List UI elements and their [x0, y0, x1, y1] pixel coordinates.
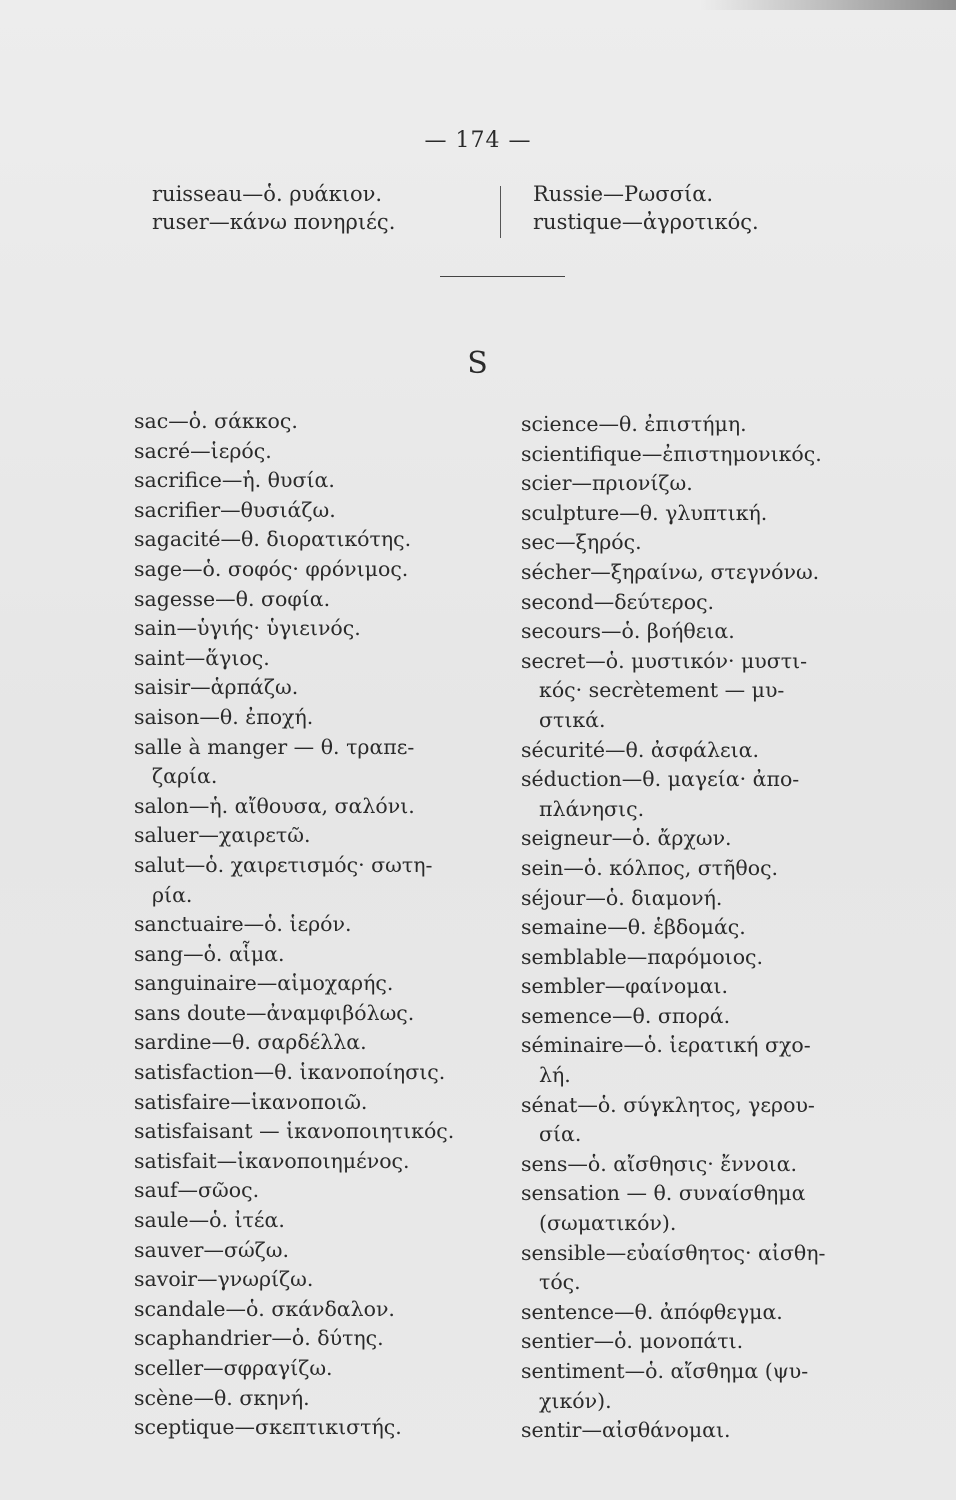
dictionary-entry	[134, 969, 494, 999]
entry-text: sécurité—θ. ἀσφάλεια.	[521, 737, 759, 762]
dictionary-entry	[134, 1265, 494, 1295]
dictionary-entry	[134, 614, 494, 644]
dictionary-entry	[521, 1327, 871, 1357]
dictionary-entry	[521, 1179, 871, 1238]
entry-text: sanguinaire—αἱμοχαρής.	[134, 971, 394, 996]
entry-text: sembler—φαίνομαι.	[521, 974, 728, 999]
entry-text: sensible—εὐαίσθητος· αἰσθη-	[521, 1240, 826, 1265]
entry-text: salut—ὁ. χαιρετισμός· σωτη-	[134, 852, 433, 877]
entry-text: scandale—ὁ. σκάνδαλον.	[134, 1296, 395, 1321]
dictionary-entry	[521, 1416, 871, 1446]
dictionary-entry	[134, 585, 494, 615]
dictionary-entry	[521, 736, 871, 766]
entry-continuation: ρία.	[152, 882, 193, 907]
dictionary-entry	[134, 910, 494, 940]
entry-continuation: στικά.	[539, 707, 606, 732]
entry-text: saisir—ἁρπάζω.	[134, 675, 299, 700]
dictionary-entry	[134, 1206, 494, 1236]
entry-text: sacrifier—θυσιάζω.	[134, 497, 336, 522]
entry-continuation: (σωματικόν).	[539, 1211, 677, 1236]
entry-text: scier—πριονίζω.	[521, 471, 693, 496]
entry-continuation: τός.	[539, 1270, 581, 1295]
top-right-entries	[533, 180, 863, 236]
right-column	[521, 410, 871, 1446]
entry-text: séduction—θ. μαγεία· ἀπο-	[521, 767, 800, 792]
dictionary-entry	[134, 1028, 494, 1058]
entry-continuation: σία.	[539, 1122, 582, 1147]
dictionary-entry	[521, 1150, 871, 1180]
dictionary-entry	[134, 1384, 494, 1414]
entry-text: savoir—γνωρίζω.	[134, 1267, 314, 1292]
dictionary-entry	[521, 558, 871, 588]
dictionary-entry	[521, 1239, 871, 1298]
dictionary-entry	[134, 1413, 494, 1443]
entry-text: science—θ. ἐπιστήμη.	[521, 412, 747, 436]
entry-text: salle à manger — θ. τραπε-	[134, 734, 415, 759]
entry-text: sécher—ξηραίνω, στεγνόνω.	[521, 559, 820, 584]
dictionary-entry	[134, 1354, 494, 1384]
dictionary-entry	[521, 617, 871, 647]
entry-text: satisfaire—ἱκανοποιῶ.	[134, 1089, 368, 1114]
entry-text: scène—θ. σκηνή.	[134, 1385, 310, 1410]
entry-text: sauver—σώζω.	[134, 1237, 290, 1262]
column-divider	[500, 186, 501, 238]
dictionary-entry	[134, 1324, 494, 1354]
entry-text: sec—ξηρός.	[521, 530, 642, 555]
section-rule	[440, 276, 565, 277]
entry-text: sac—ὁ. σάκκος.	[134, 409, 298, 433]
dictionary-entry	[521, 706, 871, 736]
dictionary-entry	[134, 496, 494, 526]
entry-text: sain—ὑγιής· ὑγιεινός.	[134, 616, 361, 641]
dictionary-entry	[134, 525, 494, 555]
entry-text: sentiment—ὁ. αἴσθημα (ψυ-	[521, 1359, 809, 1383]
dictionary-entry	[521, 469, 871, 499]
entry-text: sculpture—θ. γλυπτική.	[521, 500, 768, 525]
entry-text: sensation — θ. συναίσθημα	[521, 1181, 806, 1206]
left-column	[134, 407, 494, 1443]
dictionary-entry	[521, 884, 871, 914]
dictionary-entry	[521, 854, 871, 884]
entry-text: séminaire—ὁ. ἱερατική σχο-	[521, 1033, 811, 1058]
entry-text: sauf—σῶος.	[134, 1178, 260, 1203]
dictionary-entry	[521, 765, 871, 824]
entry-text: sacré—ἱερός.	[134, 438, 272, 463]
dictionary-entry	[134, 821, 494, 851]
entry-continuation: λή.	[539, 1063, 571, 1088]
dictionary-entry	[521, 1298, 871, 1328]
dictionary-entry	[134, 1117, 494, 1147]
entry-text: sentir—αἰσθάνομαι.	[521, 1418, 731, 1443]
entry: ruisseau—ὁ. ρυάκιον.	[152, 182, 383, 206]
entry-continuation: χικόν).	[539, 1388, 612, 1413]
entry-text: salon—ἡ. αἴθουσα, σαλόνι.	[134, 793, 415, 818]
entry-text: sagesse—θ. σοφία.	[134, 586, 331, 611]
entry-text: semaine—θ. ἑβδομάς.	[521, 915, 746, 940]
entry-text: séjour—ὁ. διαμονή.	[521, 885, 723, 910]
dictionary-entry	[134, 644, 494, 674]
dictionary-entry	[521, 824, 871, 854]
dictionary-entry	[134, 555, 494, 585]
entry-text: semence—θ. σπορά.	[521, 1003, 731, 1028]
entry-text: second—δεύτερος.	[521, 589, 715, 614]
entry-text: sceptique—σκεπτικιστής.	[134, 1415, 402, 1440]
entry-text: sceller—σφραγίζω.	[134, 1356, 333, 1380]
dictionary-entry	[134, 1176, 494, 1206]
entry: Russie—Ρωσσία.	[533, 182, 714, 206]
entry-text: secret—ὁ. μυστικόν· μυστι-	[521, 648, 808, 673]
page-number: — 174 —	[424, 128, 532, 153]
entry-text: secours—ὁ. βοήθεια.	[521, 619, 735, 644]
dictionary-entry	[134, 1236, 494, 1266]
dictionary-entry	[521, 1357, 871, 1416]
entry-text: satisfait—ἱκανοποιημένος.	[134, 1148, 410, 1173]
dictionary-entry	[134, 466, 494, 496]
entry-text: seigneur—ὁ. ἄρχων.	[521, 826, 732, 851]
entry-text: sang—ὁ. αἷμα.	[134, 941, 285, 966]
dictionary-entry	[134, 703, 494, 733]
dictionary-entry	[521, 588, 871, 618]
page-edge-shadow	[700, 0, 956, 10]
entry-text: saint—ἅγιος.	[134, 645, 270, 670]
entry-text: sanctuaire—ὁ. ἱερόν.	[134, 912, 352, 937]
entry: rustique—ἀγροτικός.	[533, 210, 759, 234]
dictionary-entry	[134, 940, 494, 970]
entry-text: sentier—ὁ. μονοπάτι.	[521, 1329, 744, 1354]
entry-text: scientifique—ἐπιστημονικός.	[521, 441, 822, 466]
dictionary-entry	[134, 1088, 494, 1118]
dictionary-entry	[521, 1002, 871, 1032]
dictionary-entry	[134, 792, 494, 822]
dictionary-entry	[134, 673, 494, 703]
entry-text: sans doute—ἀναμφιβόλως.	[134, 1000, 415, 1025]
dictionary-entry	[521, 1091, 871, 1150]
entry-text: sage—ὁ. σοφός· φρόνιμος.	[134, 556, 409, 581]
dictionary-entry	[134, 1058, 494, 1088]
entry-text: sagacité—θ. διορατικότης.	[134, 527, 412, 552]
dictionary-entry	[134, 437, 494, 467]
entry-continuation: ζαρία.	[152, 764, 218, 789]
entry-text: saluer—χαιρετῶ.	[134, 823, 311, 848]
dictionary-entry	[521, 410, 871, 440]
entry-text: sardine—θ. σαρδέλλα.	[134, 1030, 367, 1055]
entry-text: sénat—ὁ. σύγκλητος, γερου-	[521, 1092, 815, 1117]
dictionary-entry	[134, 999, 494, 1029]
dictionary-entry	[134, 733, 494, 792]
dictionary-entry	[521, 647, 871, 706]
top-left-entries	[152, 180, 482, 236]
entry-text: satisfaisant — ἱκανοποιητικός.	[134, 1119, 455, 1144]
dictionary-entry	[521, 972, 871, 1002]
dictionary-entry	[521, 440, 871, 470]
dictionary-entry	[521, 913, 871, 943]
entry-text: sein—ὁ. κόλπος, στῆθος.	[521, 855, 779, 880]
dictionary-entry	[521, 528, 871, 558]
dictionary-entry	[134, 407, 494, 437]
entry-continuation: πλάνησις.	[539, 796, 645, 821]
dictionary-entry	[134, 851, 494, 910]
entry-text: semblable—παρόμοιος.	[521, 944, 764, 969]
entry: ruser—κάνω πονηριές.	[152, 210, 396, 234]
entry-continuation: κός· secrètement — μυ-	[539, 678, 785, 703]
dictionary-entry	[134, 1147, 494, 1177]
entry-text: sacrifice—ἡ. θυσία.	[134, 468, 335, 493]
entry-text: saule—ὁ. ἰτέα.	[134, 1208, 285, 1233]
dictionary-entry	[134, 1295, 494, 1325]
entry-text: sentence—θ. ἀπόφθεγμα.	[521, 1299, 783, 1324]
entry-text: satisfaction—θ. ἱκανοποίησις.	[134, 1060, 446, 1085]
section-letter: S	[467, 346, 489, 381]
entry-text: saison—θ. ἐποχή.	[134, 704, 314, 729]
dictionary-entry	[521, 499, 871, 529]
entry-text: scaphandrier—ὁ. δύτης.	[134, 1326, 384, 1351]
dictionary-entry	[521, 943, 871, 973]
entry-text: sens—ὁ. αἴσθησις· ἔννοια.	[521, 1151, 797, 1176]
dictionary-entry	[521, 1031, 871, 1090]
